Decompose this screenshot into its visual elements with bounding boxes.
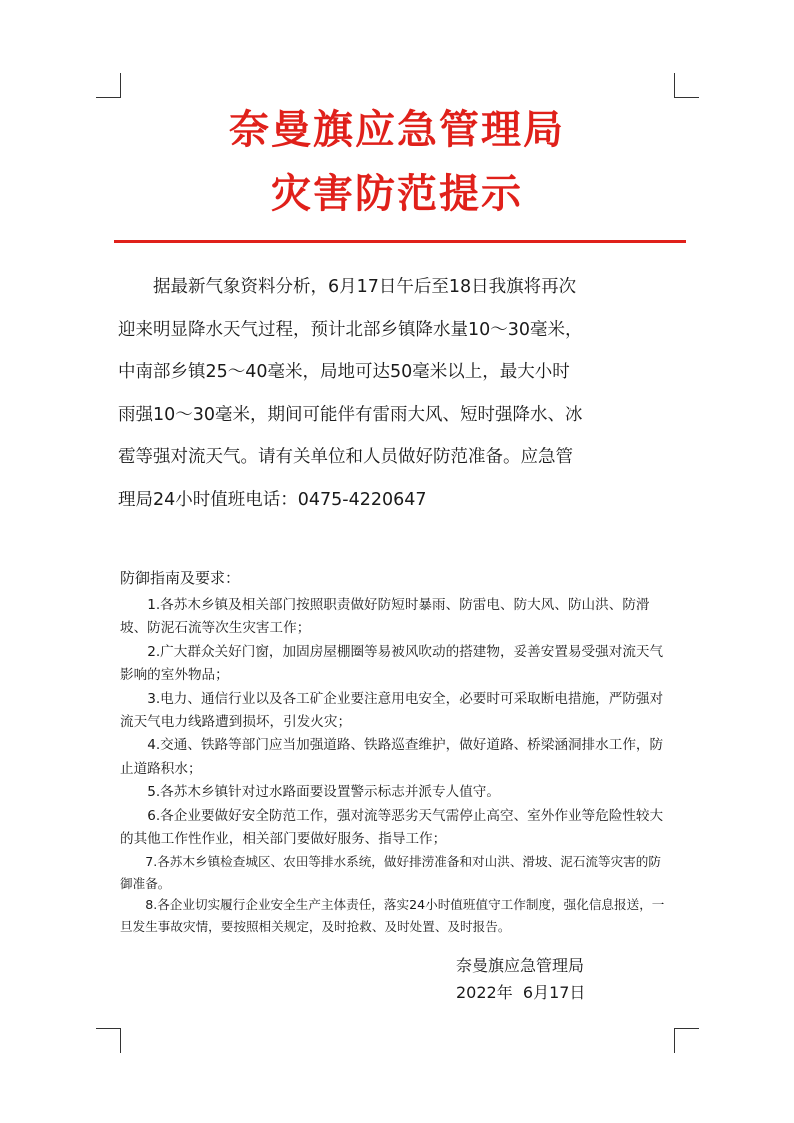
body-line: 据最新气象资料分析，6月17日午后至18日我旗将再次: [153, 277, 577, 297]
crop-mark-top-right: [674, 73, 699, 98]
crop-mark-bottom-right: [674, 1028, 699, 1053]
crop-mark-top-left: [96, 73, 121, 98]
guide-item: 4.交通、铁路等部门应当加强道路、铁路巡查维护，做好道路、桥梁涵洞排水工作，防止道路积水；: [120, 737, 664, 777]
signature-org: 奈曼旗应急管理局: [456, 956, 585, 975]
guide-list: [120, 594, 668, 937]
guide-item: 3.电力、通信行业以及各工矿企业要注意用电安全，必要时可采取断电措施，严防强对流天气电力线路遭到损坏，引发火灾；: [120, 690, 664, 731]
signature-date: 2022年 6月17日: [456, 983, 586, 1002]
title-divider: [114, 240, 686, 243]
body-line: 中南部乡镇25～40毫米，局地可达50毫米以上，最大小时: [118, 362, 570, 382]
guide-item: 6.各企业要做好安全防范工作，强对流等恶劣天气需停止高空、室外作业等危险性较大的其他工作性作业，相关部门要做好服务、指导工作；: [120, 807, 664, 848]
guide-item: 7.各苏木乡镇检查城区、农田等排水系统，做好排涝准备和对山洪、滑坡、泥石流等灾害的防御准备。: [120, 854, 661, 891]
page-title-org: 奈曼旗应急管理局: [229, 107, 565, 153]
guide-item: 5.各苏木乡镇针对过水路面要设置警示标志并派专人值守。: [147, 784, 500, 801]
body-line: 雨强10～30毫米，期间可能伴有雷雨大风、短时强降水、冰: [118, 404, 583, 425]
signature-block: [456, 952, 585, 1006]
guide-item: 8.各企业切实履行企业安全生产主体责任，落实24小时值班值守工作制度，强化信息报送，一旦发生事故灾情，要按照相关规定，及时抢救、及时处置、及时报告。: [120, 897, 665, 934]
page-title-notice: 灾害防范提示: [271, 171, 523, 217]
guide-item: 1.各苏木乡镇及相关部门按照职责做好防短时暴雨、防雷电、防大风、防山洪、防滑坡、防泥石流等次生灾害工作；: [120, 597, 650, 637]
guide-heading: 防御指南及要求：: [120, 569, 241, 587]
body-line-hotline: 理局24小时值班电话：0475-4220647: [118, 489, 427, 510]
body-line: 雹等强对流天气。请有关单位和人员做好防范准备。应急管: [118, 447, 573, 467]
notice-body: [118, 266, 666, 521]
body-line: 迎来明显降水天气过程，预计北部乡镇降水量10～30毫米，: [118, 319, 583, 340]
guide-item: 2.广大群众关好门窗，加固房屋棚圈等易被风吹动的搭建物，妥善安置易受强对流天气影响的室外物品；: [120, 643, 664, 684]
crop-mark-bottom-left: [96, 1028, 121, 1053]
